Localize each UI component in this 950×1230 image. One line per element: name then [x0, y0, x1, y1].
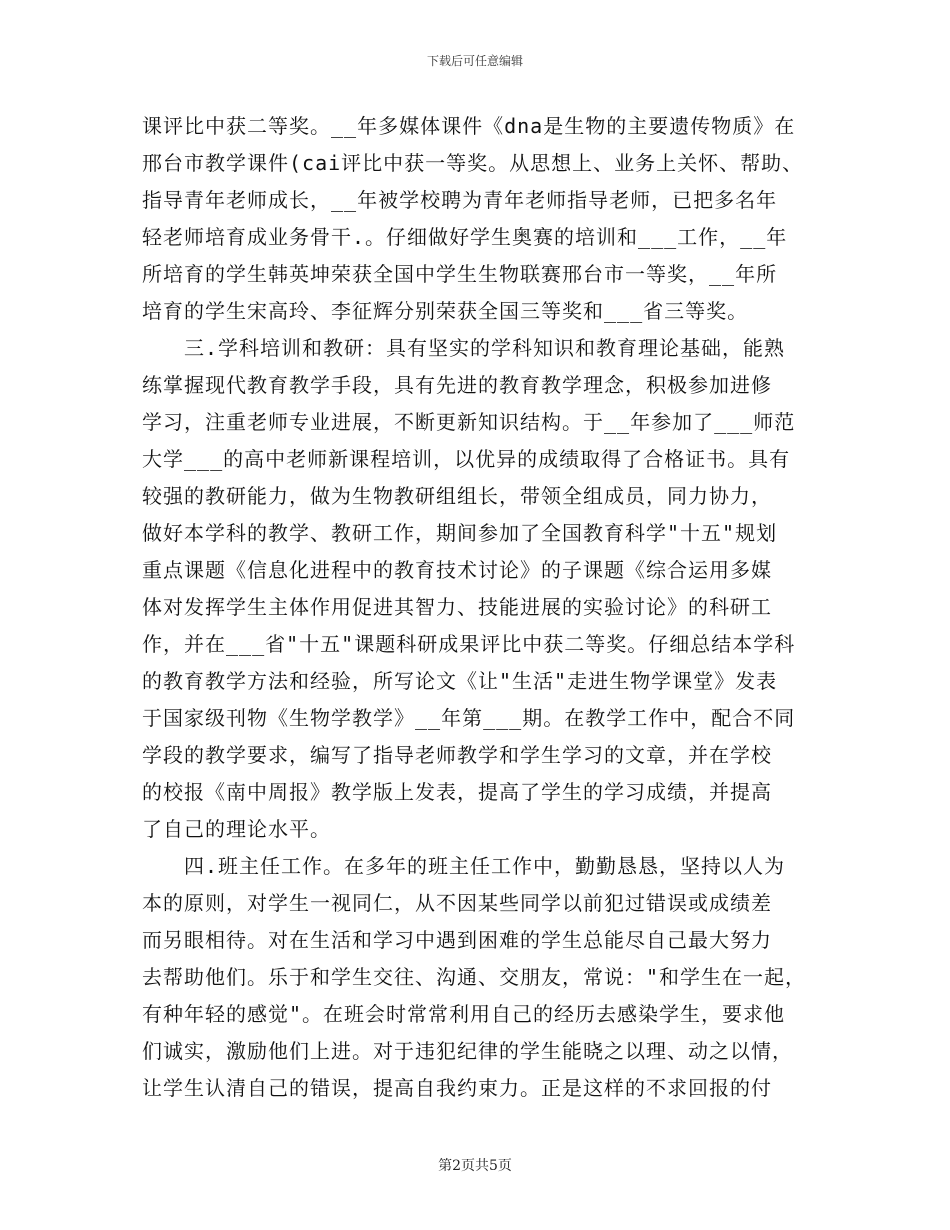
body-line: 大学___的高中老师新课程培训，以优异的成绩取得了合格证书。具有 [142, 447, 791, 471]
body-line: 让学生认清自己的错误，提高自我约束力。正是这样的不求回报的付 [142, 1076, 772, 1100]
body-line: 四.班主任工作。在多年的班主任工作中，勤勤恳恳，坚持以人为 [142, 854, 786, 878]
body-line: 课评比中获二等奖。__年多媒体课件《dna是生物的主要遗传物质》在 [142, 114, 796, 138]
body-line: 本的原则，对学生一视同仁，从不因某些同学以前犯过错误或成绩差 [142, 891, 772, 915]
body-line: 轻老师培育成业务骨干.。仔细做好学生奥赛的培训和___工作，__年 [142, 225, 788, 249]
body-line: 学段的教学要求，编写了指导老师教学和学生学习的文章，并在学校 [142, 743, 772, 767]
body-line: 做好本学科的教学、教研工作，期间参加了全国教育科学"十五"规划 [142, 521, 778, 545]
body-line: 邢台市教学课件(cai评比中获一等奖。从思想上、业务上关怀、帮助、 [142, 151, 804, 175]
body-line: 们诚实，激励他们上进。对于违犯纪律的学生能晓之以理、动之以情， [142, 1039, 793, 1063]
body-line: 的教育教学方法和经验，所写论文《让"生活"走进生物学课堂》发表 [142, 669, 778, 693]
page-footer: 第2页共5页 [438, 1158, 512, 1174]
body-line: 练掌握现代教育教学手段，具有先进的教育教学理念，积极参加进修 [142, 373, 772, 397]
body-line: 而另眼相待。对在生活和学习中遇到困难的学生总能尽自己最大努力 [142, 928, 772, 952]
body-line: 了自己的理论水平。 [142, 817, 331, 841]
body-line: 指导青年老师成长，__年被学校聘为青年老师指导老师，已把多名年 [142, 188, 778, 212]
body-line: 所培育的学生韩英坤荣获全国中学生生物联赛邢台市一等奖，__年所 [142, 262, 778, 286]
body-line: 体对发挥学生主体作用促进其智力、技能进展的实验讨论》的科研工 [142, 595, 772, 619]
body-line: 有种年轻的感觉"。在班会时常常利用自己的经历去感染学生，要求他 [142, 1002, 786, 1026]
body-line: 于国家级刊物《生物学教学》__年第___期。在教学工作中，配合不同 [142, 706, 796, 730]
body-line: 重点课题《信息化进程中的教育技术讨论》的子课题《综合运用多媒 [142, 558, 772, 582]
body-line: 作，并在___省"十五"课题科研成果评比中获二等奖。仔细总结本学科 [142, 632, 796, 656]
body-line: 的校报《南中周报》教学版上发表，提高了学生的学习成绩，并提高 [142, 780, 772, 804]
body-line: 培育的学生宋高玲、李征辉分别荣获全国三等奖和___省三等奖。 [142, 299, 749, 323]
body-line: 去帮助他们。乐于和学生交往、沟通、交朋友，常说："和学生在一起， [142, 965, 807, 989]
page-header: 下载后可任意编辑 [426, 54, 523, 68]
body-line: 较强的教研能力，做为生物教研组组长，带领全组成员，同力协力， [142, 484, 772, 508]
body-line: 三.学科培训和教研：具有坚实的学科知识和教育理论基础，能熟 [142, 336, 786, 360]
document-body [142, 108, 822, 1107]
body-line: 学习，注重老师专业进展，不断更新知识结构。于__年参加了___师范 [142, 410, 796, 434]
